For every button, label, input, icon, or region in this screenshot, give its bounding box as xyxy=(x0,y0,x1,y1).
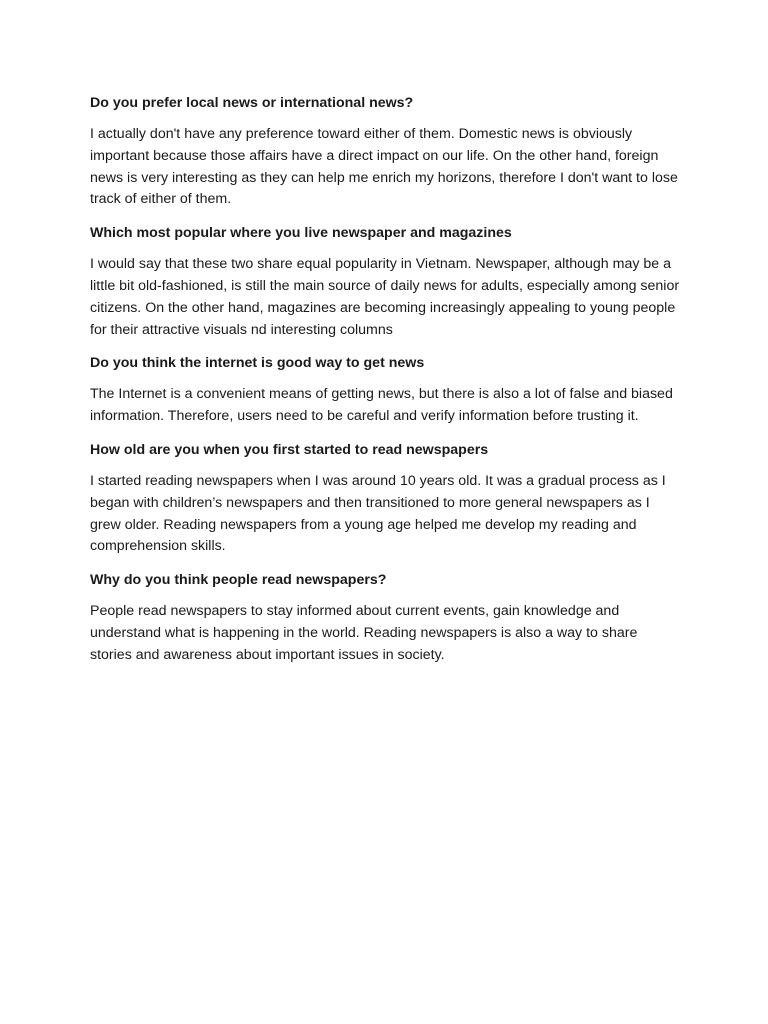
qa-block-2 xyxy=(90,222,680,341)
answer-paragraph: I would say that these two share equal popularity in Vietnam. Newspaper, although may be a little bit old-fashioned, is still the main source of daily news for adults, especially among senior citizens. On the other hand, magazines are becoming increasingly appealing to young people for their attractive visuals nd interesting columns xyxy=(90,256,680,338)
qa-block-4 xyxy=(90,439,680,558)
qa-block-1 xyxy=(90,92,680,211)
question-heading: Do you think the internet is good way to get news xyxy=(90,355,425,372)
document-page xyxy=(90,92,680,678)
answer-paragraph: People read newspapers to stay informed about current events, gain knowledge and understand what is happening in the world. Reading newspapers is also a way to share stories and awareness about important issues in society. xyxy=(90,603,638,663)
question-heading: How old are you when you first started to read newspapers xyxy=(90,441,489,458)
question-heading: Which most popular where you live newspaper and magazines xyxy=(90,225,512,242)
answer-paragraph: The Internet is a convenient means of getting news, but there is also a lot of false and biased information. Therefore, users need to be careful and verify information before trusting it. xyxy=(90,386,673,425)
answer-paragraph: I started reading newspapers when I was around 10 years old. It was a gradual process as I began with children’s newspapers and then transitioned to more general newspapers as I grew older. Reading newspapers from a young age helped me develop my reading and comprehension skills. xyxy=(90,472,666,555)
qa-block-3 xyxy=(90,352,680,428)
qa-block-5 xyxy=(90,569,680,666)
question-heading: Do you prefer local news or international news? xyxy=(90,95,414,111)
answer-paragraph: I actually don't have any preference toward either of them. Domestic news is obviously important because those affairs have a direct impact on our life. On the other hand, foreign news is very interesting as they can help me enrich my horizons, therefore I don't want to lose track of either of them. xyxy=(90,126,678,208)
question-heading: Why do you think people read newspapers? xyxy=(90,572,387,589)
